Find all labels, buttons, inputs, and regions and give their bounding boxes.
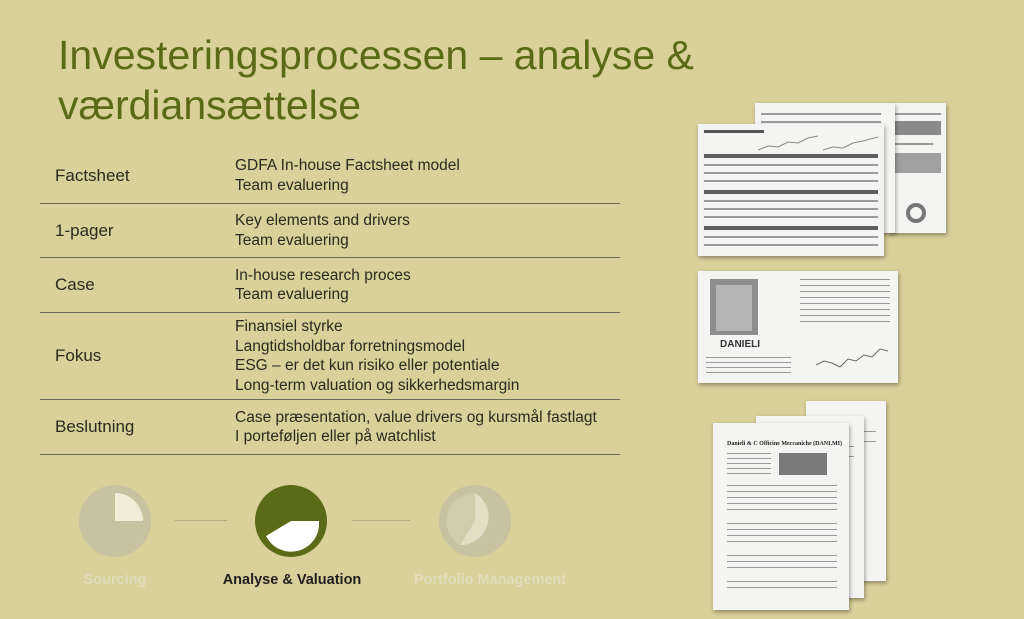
row-line: Case præsentation, value drivers og kursmål fastlagt <box>235 408 597 426</box>
row-description <box>235 408 620 447</box>
row-label: 1-pager <box>55 220 114 240</box>
row-line: Key elements and drivers <box>235 212 410 229</box>
table-row-case <box>40 258 620 313</box>
step-portfolio-management[interactable]: Portfolio Management <box>413 572 567 588</box>
case-document-title: Danieli & C Officine Meccaniche (DANI.MI) <box>727 441 842 447</box>
row-label: Factsheet <box>55 165 130 185</box>
row-description <box>235 266 620 305</box>
factsheet-page <box>888 103 946 233</box>
row-label: Beslutning <box>55 417 135 436</box>
row-line: ESG – er det kun risiko eller potentiale <box>235 357 500 374</box>
connector-line <box>352 520 410 521</box>
sourcing-pie-icon <box>78 484 152 558</box>
connector-line <box>175 520 227 521</box>
row-label: Case <box>55 275 95 294</box>
table-row-1-pager <box>40 204 620 258</box>
table-row-beslutning <box>40 400 620 455</box>
row-line: GDFA In-house Factsheet model <box>235 157 460 174</box>
row-line: In-house research proces <box>235 266 411 284</box>
row-line: Langtidsholdbar forretningsmodel <box>235 337 466 355</box>
row-label: Fokus <box>55 346 102 365</box>
onepager-page <box>698 271 898 383</box>
table-row-factsheet <box>40 148 620 204</box>
step-analyse-valuation[interactable]: Analyse & Valuation <box>222 572 362 588</box>
row-description <box>235 211 620 250</box>
analyse-pie-icon <box>254 484 328 558</box>
row-line: Finansiel styrke <box>235 318 343 335</box>
process-table <box>40 148 620 455</box>
row-line: I porteføljen eller på watchlist <box>235 428 436 445</box>
row-line: Team evaluering <box>235 286 349 303</box>
row-description <box>235 156 620 195</box>
factsheet-page-front <box>698 124 884 256</box>
row-description <box>235 317 620 395</box>
case-page-front <box>713 423 849 610</box>
portfolio-pie-icon <box>438 484 512 558</box>
row-line: Team evaluering <box>235 231 349 249</box>
danieli-logo: DANIELI <box>720 339 760 350</box>
row-line: Team evaluering <box>235 176 349 194</box>
table-row-fokus <box>40 313 620 400</box>
slide-title: Investeringsprocessen – analyse & værdiansættelse <box>58 32 694 128</box>
row-line: Long-term valuation og sikkerhedsmargin <box>235 376 520 394</box>
step-sourcing[interactable]: Sourcing <box>83 572 147 588</box>
